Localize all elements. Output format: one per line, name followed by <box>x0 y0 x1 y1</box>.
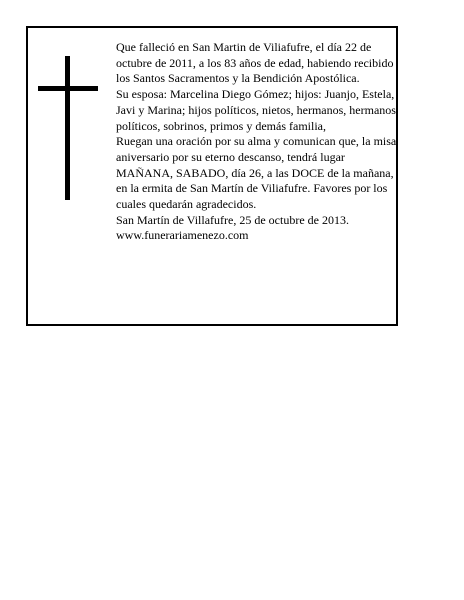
place-and-date: San Martín de Villafufre, 25 de octubre de 2013. <box>116 212 349 227</box>
death-announcement: Que falleció en San Martin de Viliafufre, el día 22 de octubre de 2011, a los 83 años de edad, habiendo recibido los Santos Sacramentos y la Bendición Apostólica. <box>116 40 394 86</box>
funeral-home-url: www.funerariamenezo.com <box>116 228 249 243</box>
mass-invitation: Ruegan una oración por su alma y comunican que, la misa aniversario por su eterno descanso, tendrá lugar MAÑANA, SABADO, día 26, a las DOCE de la mañana, en la ermita de San Martín de Viliafufre. Favores por los cuales quedarán agradecidos. <box>116 134 397 212</box>
family-list: Su esposa: Marcelina Diego Gómez; hijos: Juanjo, Estela, Javi y Marina; hijos políticos, nietos, hermanos, hermanos políticos, sobrinos, primos y demás familia, <box>116 87 396 133</box>
cross-horizontal-bar <box>38 86 98 91</box>
obituary-notice <box>26 26 398 326</box>
cross-icon <box>38 56 98 200</box>
cross-vertical-bar <box>65 56 70 200</box>
notice-text <box>116 40 400 244</box>
